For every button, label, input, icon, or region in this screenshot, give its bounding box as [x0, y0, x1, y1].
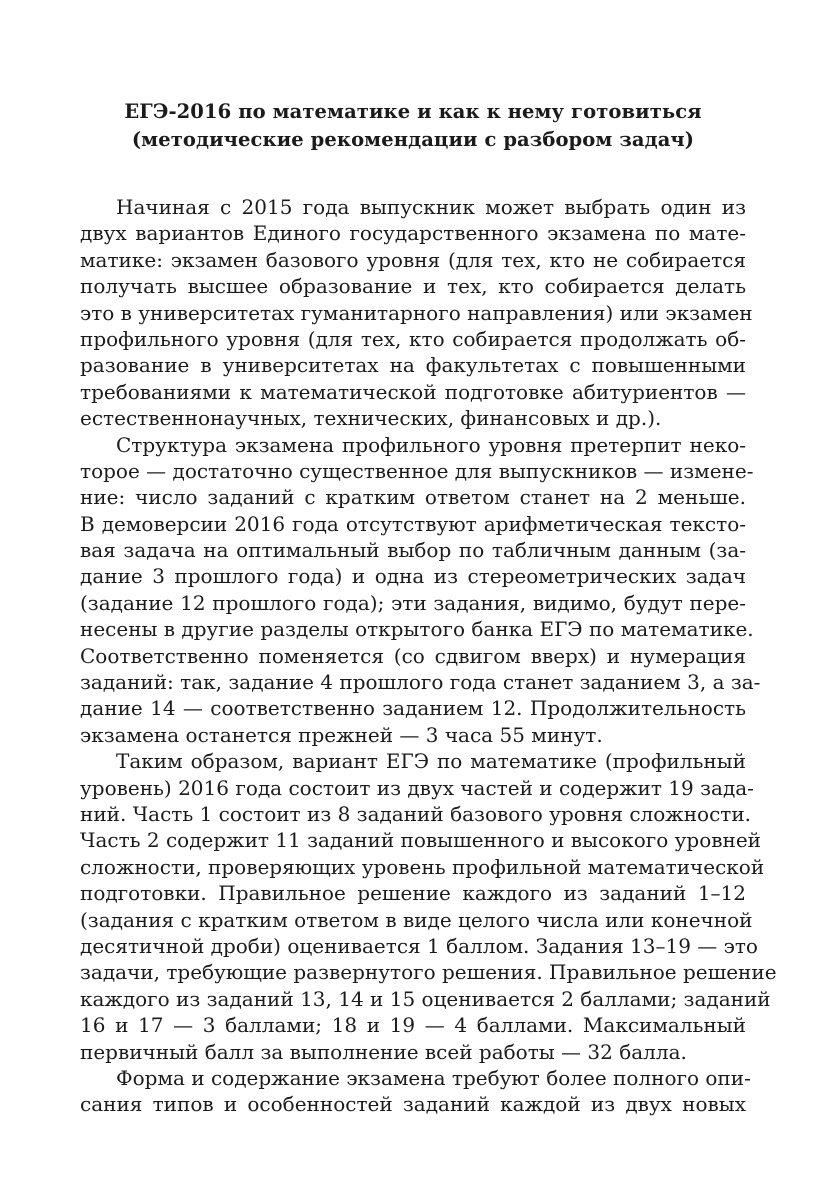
- text-line: требованиями к математической подготовке абитуриентов —: [80, 379, 746, 404]
- text-line: каждого из заданий 13, 14 и 15 оценивается 2 баллами; заданий: [80, 986, 771, 1011]
- text-line: естественнонаучных, технических, финансовых и др.).: [80, 406, 662, 431]
- text-line: уровень) 2016 года состоит из двух частей и содержит 19 зада-: [80, 775, 754, 800]
- paragraph: [80, 1065, 751, 1118]
- text-line: это в университетах гуманитарного направления) или экзамен: [80, 300, 753, 325]
- text-line: несены в другие разделы открытого банка ЕГЭ по математике.: [80, 617, 754, 642]
- paragraph: [80, 432, 761, 749]
- text-line: дание 14 — соответственно заданием 12. Продолжительность: [80, 696, 746, 721]
- body-text: [80, 194, 777, 1118]
- text-line: В демоверсии 2016 года отсутствуют арифметическая тексто-: [80, 511, 746, 536]
- text-line: Начиная с 2015 года выпускник может выбрать один из: [116, 195, 746, 219]
- text-line: сложности, проверяющих уровень профильной математической: [80, 854, 765, 879]
- page-title: [80, 98, 746, 154]
- text-line: двух вариантов Единого государственного экзамена по мате-: [80, 221, 746, 246]
- text-line: Таким образом, вариант ЕГЭ по математике (профильный: [116, 749, 746, 774]
- text-line: Структура экзамена профильного уровня претерпит неко-: [116, 432, 746, 457]
- text-line: первичный балл за выполнение всей работы — 32 балла.: [80, 1039, 687, 1064]
- paragraph: [80, 194, 753, 432]
- text-line: экзамена останется прежней — 3 часа 55 минут.: [80, 722, 603, 747]
- text-line: (задание 12 прошлого года); эти задания, видимо, будут пере-: [80, 590, 746, 615]
- text-line: Часть 2 содержит 11 заданий повышенного и высокого уровней: [80, 828, 761, 853]
- text-line: задачи, требующие развернутого решения. Правильное решение: [80, 960, 777, 985]
- text-line: заданий: так, задание 4 прошлого года станет заданием 3, а за-: [80, 670, 761, 695]
- text-line: десятичной дроби) оценивается 1 баллом. Задания 13–19 — это: [80, 933, 758, 958]
- text-line: разование в университетах на факультетах с повышенными: [80, 353, 746, 378]
- text-line: получать высшее образование и тех, кто собирается делать: [80, 274, 746, 299]
- text-line: ние: число заданий с кратким ответом станет на 2 меньше.: [80, 485, 746, 510]
- text-line: (задания с кратким ответом в виде целого числа или конечной: [80, 907, 753, 932]
- title-line: ЕГЭ-2016 по математике и как к нему готовиться: [124, 100, 702, 123]
- text-line: Форма и содержание экзамена требуют более полного опи-: [116, 1065, 751, 1090]
- text-line: 16 и 17 — 3 баллами; 18 и 19 — 4 баллами. Максимальный: [80, 1013, 746, 1038]
- text-line: подготовки. Правильное решение каждого из заданий 1–12: [80, 881, 746, 906]
- text-line: Соответственно поменяется (со сдвигом вверх) и нумерация: [80, 643, 746, 668]
- text-line: торое — достаточно существенное для выпускников — измене-: [80, 458, 754, 483]
- text-line: дание 3 прошлого года) и одна из стереометрических задач: [80, 564, 746, 589]
- text-line: профильного уровня (для тех, кто собирается продолжать об-: [80, 326, 746, 351]
- paragraph: [80, 748, 777, 1065]
- title-line: (методические рекомендации с разбором задач): [131, 128, 695, 151]
- text-line: вая задача на оптимальный выбор по табличным данным (за-: [80, 538, 746, 563]
- text-line: ний. Часть 1 состоит из 8 заданий базового уровня сложности.: [80, 801, 752, 826]
- text-line: матике: экзамен базового уровня (для тех, кто не собирается: [80, 247, 746, 272]
- text-line: сания типов и особенностей заданий каждой из двух новых: [80, 1092, 746, 1117]
